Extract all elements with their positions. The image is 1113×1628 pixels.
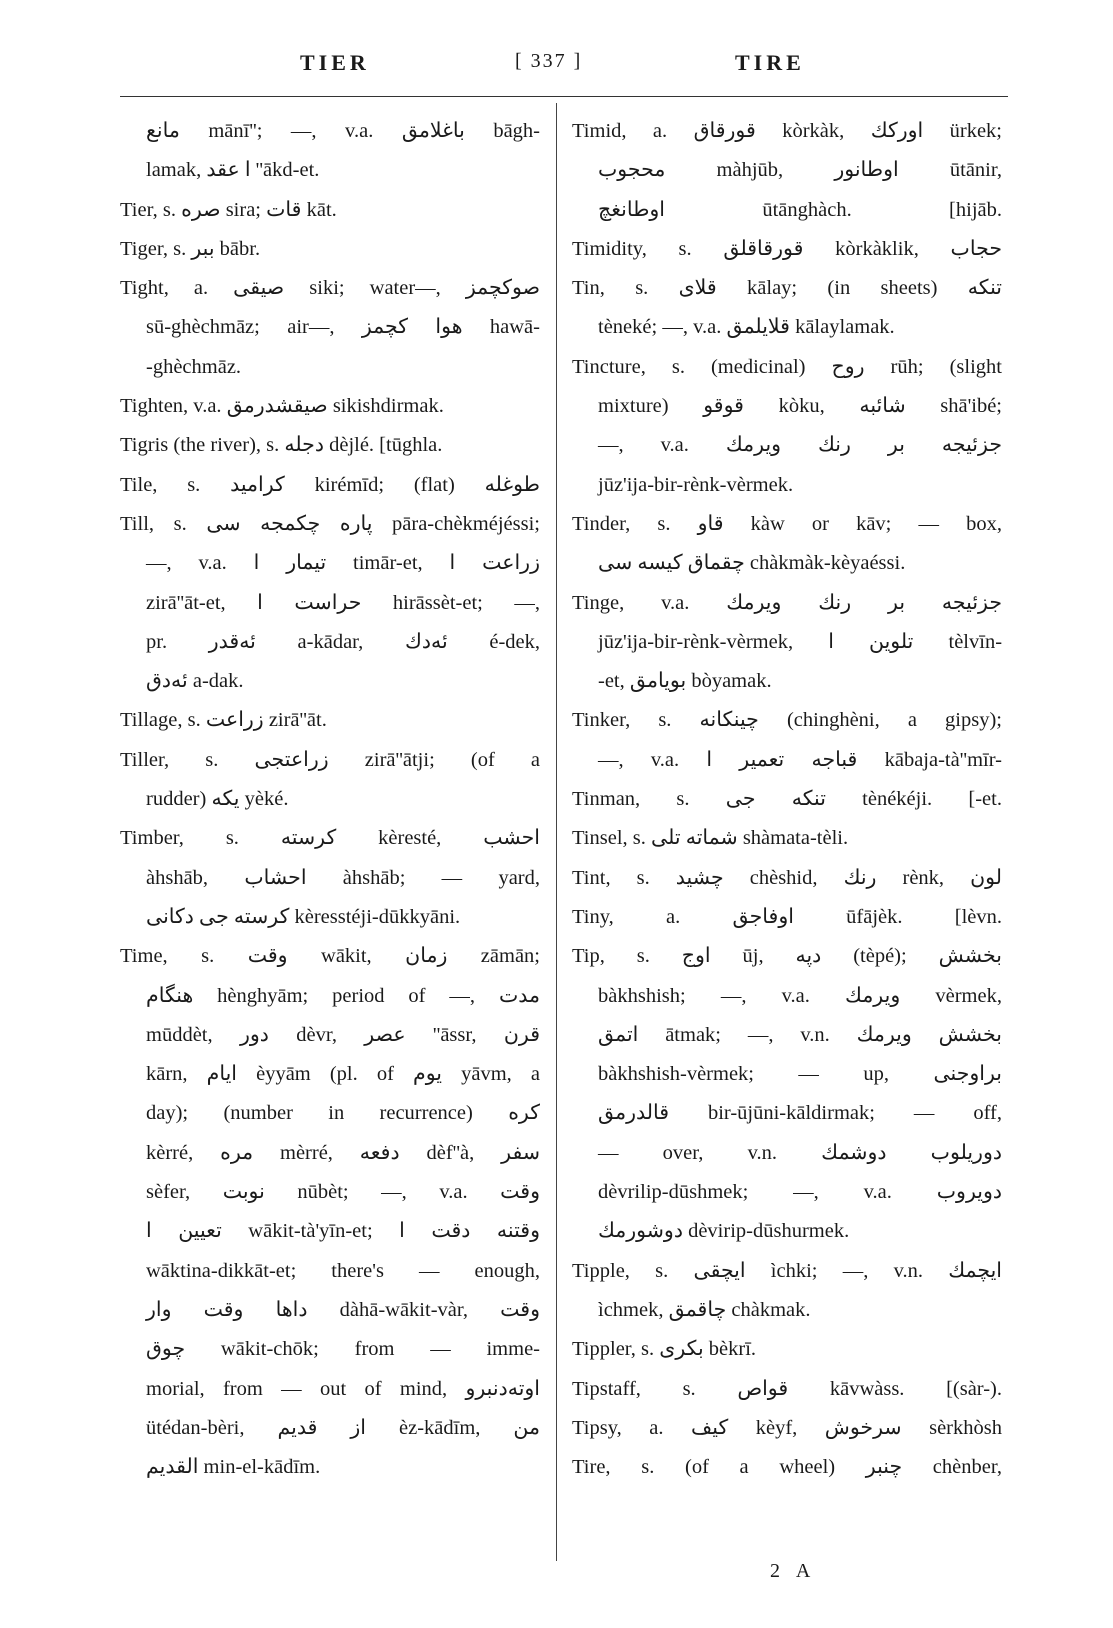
entry-line: Tipsy, a. كيف kèyf, سرخوش sèrkhòsh [572,1416,1002,1439]
entry-line: kèrré, مره mèrré, دفعه dèf''à, سفر [146,1141,540,1164]
header-rule [120,96,1008,97]
entry-line: چوق wākit-chōk; from — imme- [146,1338,540,1361]
entry-line: چقماق كيسه سى chàkmàk-kèyaéssi. [598,552,906,575]
entry-line: Time, s. وقت wākit, زمان zāmān; [120,945,540,968]
entry-line: Tile, s. كراميد kirémīd; (flat) طوغله [120,473,540,496]
entry-line: قالدرمق bir-ūjūni-kāldirmak; — off, [598,1102,1002,1125]
entry-line: —, v.a. جزئيجه بر رنك ويرمك [598,434,1002,457]
entry-line: Tipstaff, s. قواص kāvwàss. [(sàr-). [572,1377,1002,1400]
entry-line: Tiger, s. ببر bābr. [120,237,261,260]
entry-line: —, v.a. تيمار ا timār-et, زراعت ا [146,552,540,575]
entry-line: -ghèchmāz. [146,355,242,378]
right-column [572,112,1002,1487]
entry-line: Tinge, v.a. جزئيجه بر رنك ويرمك [572,591,1002,614]
entry-line: — over, v.n. دوريلوب دوشمك [598,1141,1002,1164]
entry-line: Tillage, s. زراعت zirā''āt. [120,709,327,732]
page-header [120,50,993,86]
entry-line: مانع mānī''; —, v.a. باغلامق bāgh- [146,120,540,142]
header-right-guide-word: TIRE [735,50,805,75]
left-column [120,112,540,1487]
entry-line: Tint, s. چشيد chèshid, رنك rènk, لون [572,866,1002,889]
entry-line: àhshāb, احشاب àhshāb; — yard, [146,866,540,889]
entry-line: jūz'ija-bir-rènk-vèrmek, تلوين ا tèlvīn- [598,630,1002,653]
entry-line: kārn, ايام èyyām (pl. of يوم yāvm, a [146,1063,540,1086]
entry-line: sèfer, نوبت nūbèt; —, v.a. وقت [146,1181,540,1204]
entry-line: اتمق ātmak; —, v.n. بخشش ويرمك [598,1023,1002,1046]
entry-line: Tinder, s. قاو kàw or kāv; — box, [572,512,1002,535]
entry-line: Tinsel, s. شماته تلى shàmata-tèli. [572,827,849,850]
entry-line: zirā''āt-et, حراست ا hirāssèt-et; —, [146,591,540,614]
entry-line: Tire, s. (of a wheel) چنبر chènber, [572,1456,1002,1479]
entry-line: ìchmek, چاقمق chàkmak. [598,1298,811,1321]
entry-line: Tigris (the river), s. دجله dèjlé. [tūghla. [120,434,443,457]
entry-line: jūz'ija-bir-rènk-vèrmek. [598,473,794,496]
column-divider [556,103,557,1561]
entry-line: day); (number in recurrence) كره [146,1102,540,1125]
entry-line: ütédan-bèri, از قديم èz-kādīm, من [146,1416,540,1439]
entry-line: rudder) يكه yèké. [146,788,289,811]
entry-line: Tinker, s. چينكانه (chinghèni, a gipsy); [572,709,1002,732]
entry-line: محجوب màhjūb, اوطانور ūtānir, [598,159,1002,182]
entry-line: Timber, s. كرسته kèresté, احشب [120,827,540,850]
entry-line: Tighten, v.a. صيقشدرمق sikishdirmak. [120,395,444,418]
entry-line: mūddèt, دور dèvr, عصر ''āssr, قرن [146,1023,540,1046]
entry-line: mixture) قوقو kòku, شائبه shā'ibé; [598,395,1002,418]
entry-line: هنگام hènghyām; period of —, مدت [146,984,540,1007]
entry-line: Tinman, s. تنكه جى tènékéji. [-et. [572,788,1002,811]
entry-line: Timidity, s. قورقاقلق kòrkàklik, حجاب [572,237,1002,260]
entry-line: morial, from — out of mind, اوتەدنبرو [146,1377,540,1400]
entry-line: داها وقت وار dàhā-wākit-vàr, وقت [146,1298,540,1321]
signature-mark: 2 A [770,1560,817,1582]
entry-line: —, v.a. قباجه تعمير ا kābaja-tà''mīr- [598,748,1002,771]
entry-line: tèneké; —, v.a. قلايلمق kālaylamak. [598,316,895,339]
entry-line: pr. ئەقدر a-kādar, ئەدك é-dek, [146,630,540,653]
entry-line: Tipple, s. ايچقى ìchki; —, v.n. ايچمك [572,1259,1002,1282]
entry-line: Tier, s. صره sira; قات kāt. [120,198,337,221]
entry-line: Tincture, s. (medicinal) روح rūh; (slight [572,355,1002,378]
entry-line: -et, بويامق bòyamak. [598,670,772,693]
entry-line: Timid, a. قورقاق kòrkàk, اوركك ürkek; [572,120,1002,142]
entry-line: كرسته جى دكانى kèresstéji-dūkkyāni. [146,905,461,928]
entry-line: دوشورمك dèvirip-dūshurmek. [598,1220,850,1243]
entry-line: القديم min-el-kādīm. [146,1456,321,1479]
entry-line: sū-ghèchmāz; air—, هوا كچمز hawā- [146,316,540,339]
entry-line: dèvrilip-dūshmek; —, v.a. دويروب [598,1181,1002,1204]
entry-line: lamak, ا عقد ''ākd-et. [146,159,320,182]
entry-line: bàkhshish; —, v.a. ويرمك vèrmek, [598,984,1002,1007]
entry-line: wāktina-dikkāt-et; there's — enough, [146,1259,540,1282]
entry-line: ئەدق a-dak. [146,670,244,693]
entry-line: Till, s. پاره چكمجه سى pāra-chèkméjéssi; [120,512,540,535]
header-left-guide-word: TIER [300,50,370,75]
entry-line: Tiny, a. اوفاجق ūfājèk. [lèvn. [572,905,1002,928]
entry-line: bàkhshish-vèrmek; — up, براوجنى [598,1063,1002,1086]
page-number: [ 337 ] [515,50,583,72]
entry-line: Tippler, s. بكرى bèkrī. [572,1338,757,1361]
entry-line: اوطانغچ ūtānghàch. [hijāb. [598,198,1002,221]
entry-line: Tight, a. صيقى siki; water—, صوكچمز [120,277,540,300]
entry-line: Tip, s. اوج ūj, دپه (tèpé); بخشش [572,945,1002,968]
entry-line: Tiller, s. زراعتجى zirā''ātji; (of a [120,748,540,771]
entry-line: تعيين ا wākit-tà'yīn-et; وقتنه دقت ا [146,1220,540,1243]
entry-line: Tin, s. قلاى kālay; (in sheets) تنكه [572,277,1002,300]
